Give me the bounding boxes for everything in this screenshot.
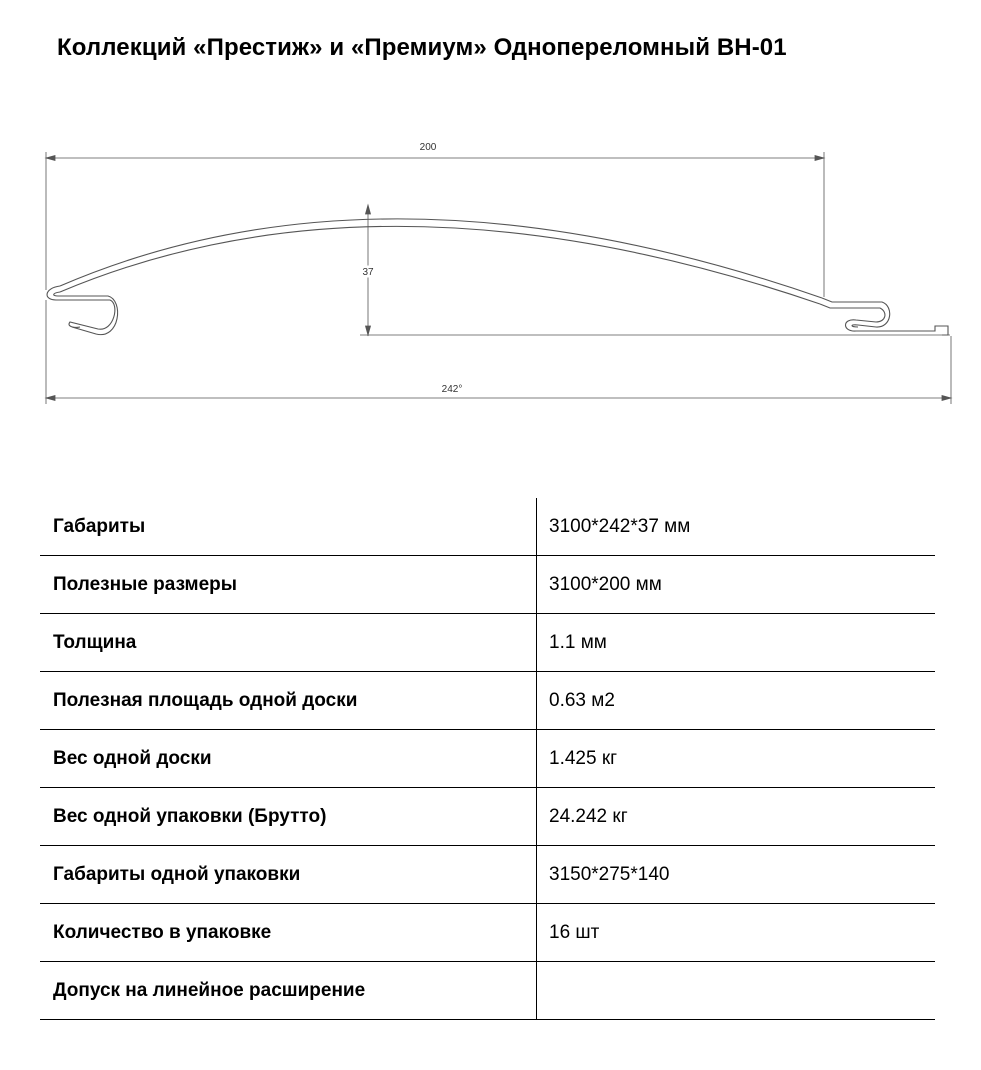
spec-label: Габариты одной упаковки: [40, 846, 537, 904]
spec-table: [40, 498, 935, 1020]
dim-width-top-label: 200: [419, 142, 437, 153]
spec-label: Полезные размеры: [40, 556, 537, 614]
spec-value: 1.425 кг: [537, 730, 936, 788]
spec-value: 0.63 м2: [537, 672, 936, 730]
table-row: [40, 962, 935, 1020]
spec-label: Вес одной упаковки (Брутто): [40, 788, 537, 846]
spec-value: [537, 962, 936, 1020]
dimension-height: [360, 205, 950, 336]
spec-value: 3150*275*140: [537, 846, 936, 904]
spec-label: Вес одной доски: [40, 730, 537, 788]
table-row: [40, 672, 935, 730]
profile-drawing: [0, 130, 981, 420]
spec-value: 16 шт: [537, 904, 936, 962]
spec-label: Габариты: [40, 498, 537, 556]
table-row: [40, 614, 935, 672]
spec-label: Количество в упаковке: [40, 904, 537, 962]
spec-value: 1.1 мм: [537, 614, 936, 672]
dim-width-total-label: 242°: [441, 384, 463, 395]
spec-label: Толщина: [40, 614, 537, 672]
spec-value: 24.242 кг: [537, 788, 936, 846]
table-row: [40, 498, 935, 556]
spec-label: Полезная площадь одной доски: [40, 672, 537, 730]
spec-value: 3100*200 мм: [537, 556, 936, 614]
dimension-total-width: [46, 300, 951, 404]
table-row: [40, 904, 935, 962]
dimension-top-width: [46, 152, 824, 297]
profile-outline: [47, 219, 948, 335]
table-row: [40, 556, 935, 614]
page-title: Коллекций «Престиж» и «Премиум» Однопереломный ВН-01: [57, 34, 787, 61]
table-row: [40, 846, 935, 904]
table-row: [40, 730, 935, 788]
spec-value: 3100*242*37 мм: [537, 498, 936, 556]
spec-label: Допуск на линейное расширение: [40, 962, 537, 1020]
dim-height-label: 37: [362, 267, 374, 278]
table-row: [40, 788, 935, 846]
